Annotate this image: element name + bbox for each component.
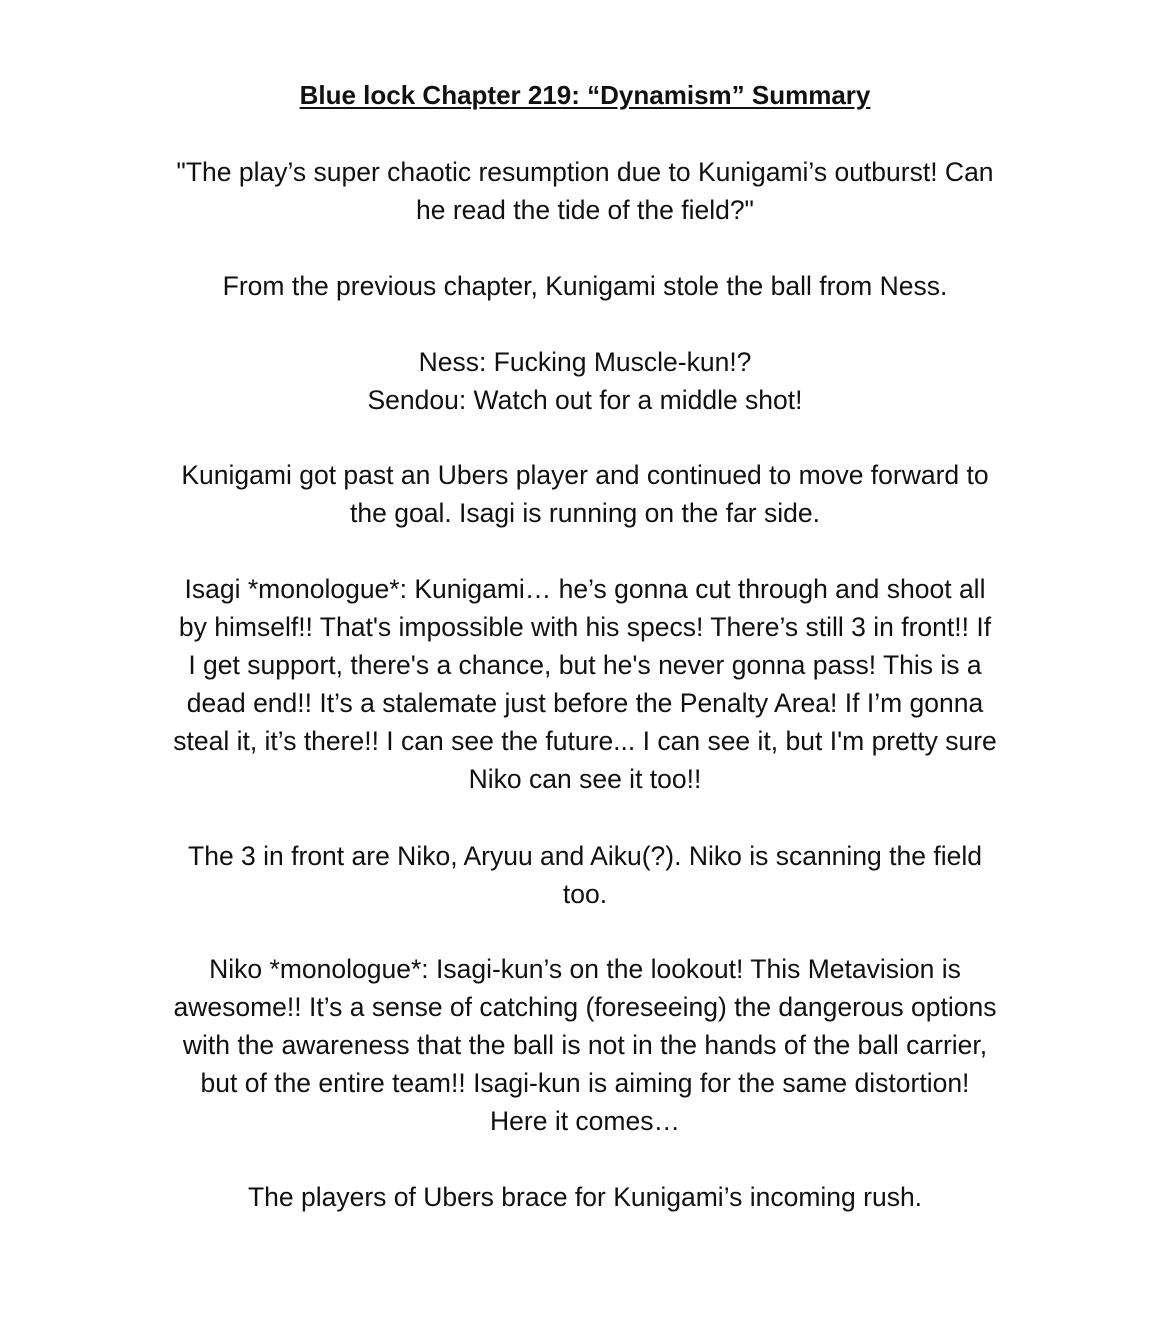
text-line: by himself!! That's impossible with his specs! There’s still 3 in front!! If: [178, 612, 992, 642]
text-line: dead end!! It’s a stalemate just before the Penalty Area! If I’m gonna: [186, 688, 984, 718]
text-line: the goal. Isagi is running on the far side.: [350, 498, 820, 528]
paragraph-ubers-brace: [0, 1178, 1170, 1216]
text-line: steal it, it’s there!! I can see the future... I can see it, but I'm pretty sure: [173, 726, 997, 756]
document-title: Blue lock Chapter 219: “Dynamism” Summary: [299, 80, 871, 110]
text-line: he read the tide of the field?": [416, 195, 754, 225]
text-line: Niko can see it too!!: [468, 764, 702, 794]
text-line: Isagi *monologue*: Kunigami… he’s gonna cut through and shoot all: [184, 574, 986, 604]
text-line: Kunigami got past an Ubers player and continued to move forward to: [181, 460, 989, 490]
text-line: I get support, there's a chance, but he's never gonna pass! This is a: [188, 650, 982, 680]
text-line: but of the entire team!! Isagi-kun is aiming for the same distortion!: [200, 1068, 970, 1098]
text-line: with the awareness that the ball is not in the hands of the ball carrier,: [182, 1030, 988, 1060]
paragraph-niko-monologue: [0, 950, 1170, 1140]
text-line: From the previous chapter, Kunigami stole the ball from Ness.: [222, 271, 948, 301]
paragraph-dialogue: [0, 343, 1170, 419]
text-line: Here it comes…: [490, 1106, 680, 1136]
paragraph-previous-chapter: [0, 267, 1170, 305]
paragraph-three-in-front: [0, 837, 1170, 913]
text-line: Ness: Fucking Muscle-kun!?: [418, 347, 752, 377]
text-line: "The play’s super chaotic resumption due to Kunigami’s outburst! Can: [176, 157, 994, 187]
paragraph-isagi-monologue: [0, 570, 1170, 798]
text-line: too.: [562, 879, 608, 909]
paragraph-opening-quote: [0, 153, 1170, 229]
text-line: Niko *monologue*: Isagi-kun’s on the lookout! This Metavision is: [209, 954, 961, 984]
text-line: The players of Ubers brace for Kunigami’s incoming rush.: [247, 1182, 923, 1212]
text-line: The 3 in front are Niko, Aryuu and Aiku(?). Niko is scanning the field: [188, 841, 982, 871]
text-line: awesome!! It’s a sense of catching (foreseeing) the dangerous options: [173, 992, 997, 1022]
text-line: Sendou: Watch out for a middle shot!: [367, 385, 803, 415]
paragraph-kunigami-advance: [0, 456, 1170, 532]
